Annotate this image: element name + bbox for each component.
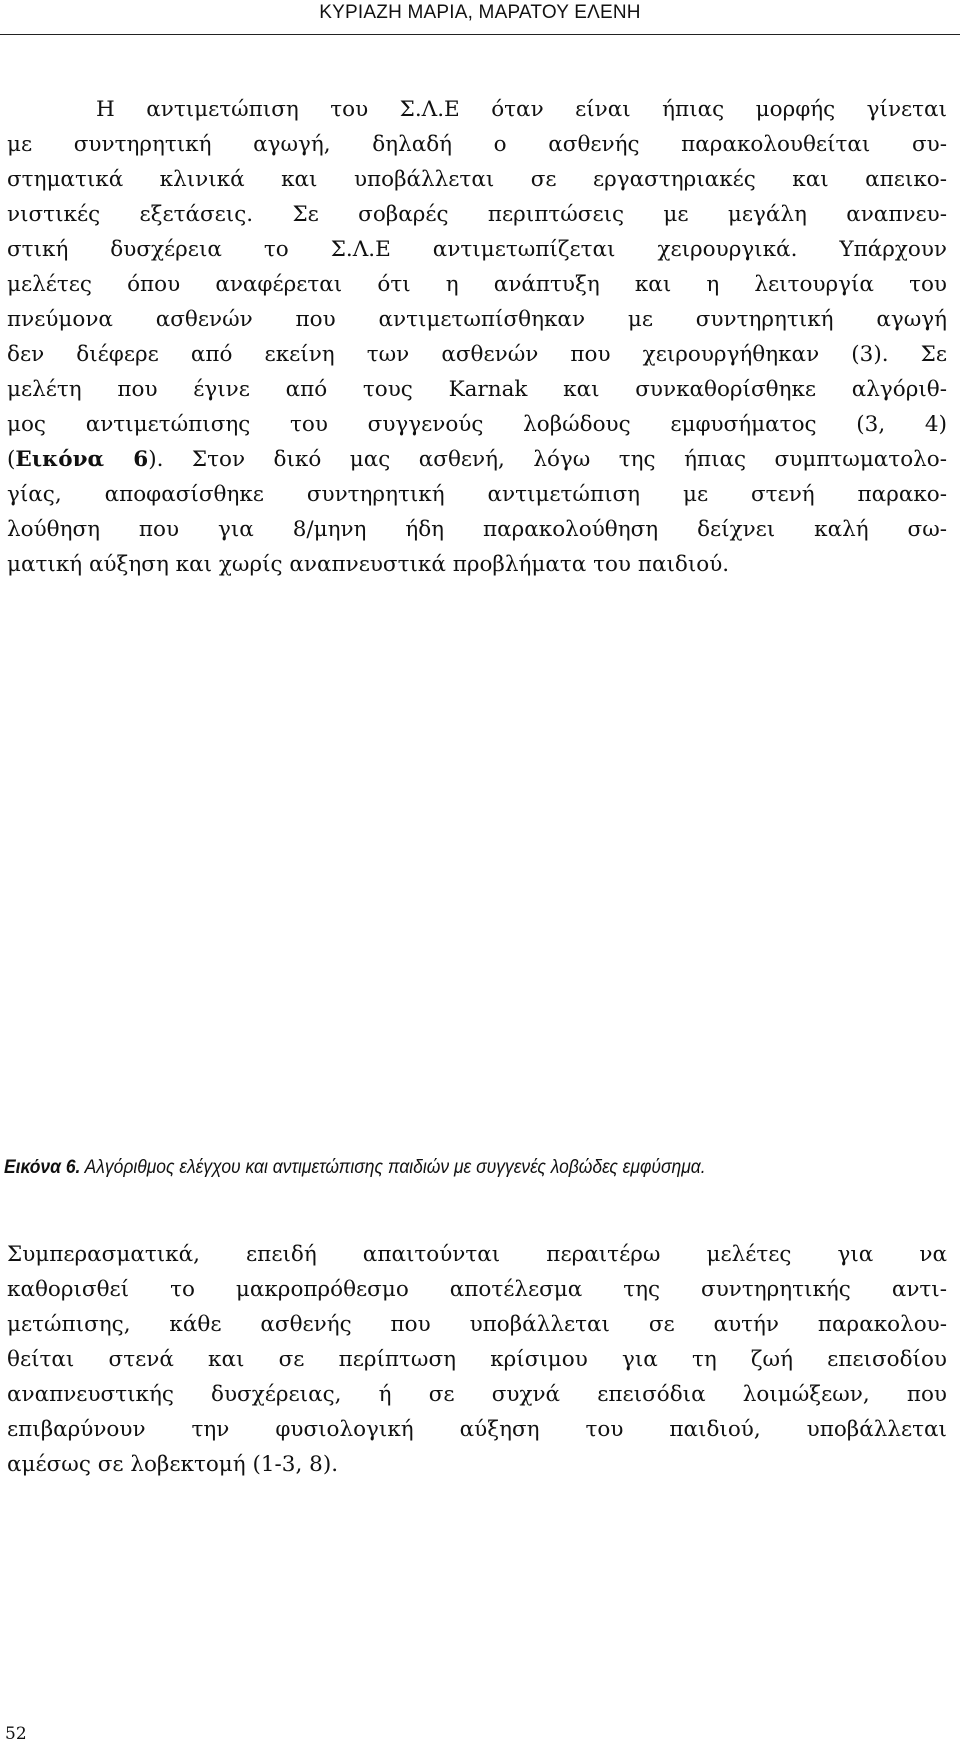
paragraph-line: μελέτες όπου αναφέρεται ότι η ανάπτυξη και η λειτουργία του: [7, 272, 947, 297]
page-number: 52: [5, 1724, 27, 1744]
paragraph-line: μος αντιμετώπισης του συγγενούς λοβώδους εμφυσήματος (3, 4): [7, 412, 947, 437]
paragraph-line: επιβαρύνουν την φυσιολογική αύξηση του παιδιού, υποβάλλεται: [7, 1417, 947, 1442]
line-continuation: ). Στον δικό μας ασθενή, λόγω της ήπιας συμπτωματολο-: [148, 447, 947, 472]
running-header: ΚΥΡΙΑΖΗ ΜΑΡΙΑ, ΜΑΡΑΤΟΥ ΕΛΕΝΗ: [319, 2, 641, 23]
paragraph-line: στική δυσχέρεια το Σ.Λ.Ε αντιμετωπίζεται χειρουργικά. Υπάρχουν: [7, 237, 947, 262]
paragraph-line: πνεύμονα ασθενών που αντιμετωπίσθηκαν με συντηρητική αγωγή: [7, 307, 947, 332]
paragraph-line: γίας, αποφασίσθηκε συντηρητική αντιμετώπιση με στενή παρακο-: [7, 482, 947, 507]
paragraph-line: αναπνευστικής δυσχέρειας, ή σε συχνά επεισόδια λοιμώξεων, που: [7, 1382, 947, 1407]
figure-reference: Εικόνα 6: [15, 447, 149, 472]
paragraph-line: δεν διέφερε από εκείνη των ασθενών που χειρουργήθηκαν (3). Σε: [7, 342, 947, 367]
open-paren: (: [7, 447, 16, 472]
body-paragraph-1: [7, 92, 947, 582]
header-divider: [0, 34, 960, 35]
paragraph-line: μετώπισης, κάθε ασθενής που υποβάλλεται σε αυτήν παρακολου-: [7, 1312, 947, 1337]
paragraph-line: με συντηρητική αγωγή, δηλαδή ο ασθενής παρακολουθείται συ-: [7, 132, 947, 157]
figure-placeholder: [0, 590, 960, 1130]
paragraph-line: στηματικά κλινικά και υποβάλλεται σε εργαστηριακές και απεικο-: [7, 167, 947, 192]
figure-caption: [4, 1155, 878, 1181]
paragraph-line: θείται στενά και σε περίπτωση κρίσιμου για τη ζωή επεισοδίου: [7, 1347, 947, 1372]
paragraph-line: νιστικές εξετάσεις. Σε σοβαρές περιπτώσεις με μεγάλη αναπνευ-: [7, 202, 947, 227]
paragraph-line: Συμπερασματικά, επειδή απαιτούνται περαιτέρω μελέτες για να: [7, 1242, 947, 1267]
paragraph-line: λούθηση που για 8/μηνη ήδη παρακολούθηση δείχνει καλή σω-: [7, 517, 947, 542]
paragraph-line: καθορισθεί το μακροπρόθεσμο αποτέλεσμα της συντηρητικής αντι-: [7, 1277, 947, 1302]
paragraph-line: ματική αύξηση και χωρίς αναπνευστικά προβλήματα του παιδιού.: [7, 552, 730, 577]
caption-label: Εικόνα 6.: [4, 1157, 81, 1178]
paragraph-line-with-figure-ref: [7, 442, 947, 477]
paragraph-line: μελέτη που έγινε από τους Karnak και συνκαθορίσθηκε αλγόριθ-: [7, 377, 947, 402]
paragraph-line: Η αντιμετώπιση του Σ.Λ.Ε όταν είναι ήπιας μορφής γίνεται: [96, 97, 947, 122]
caption-text: Αλγόριθμος ελέγχου και αντιμετώπισης παιδιών με συγγενές λοβώδες εμφύσημα.: [80, 1157, 706, 1178]
body-paragraph-2: [7, 1237, 947, 1482]
paragraph-line: αμέσως σε λοβεκτομή (1-3, 8).: [7, 1452, 339, 1477]
